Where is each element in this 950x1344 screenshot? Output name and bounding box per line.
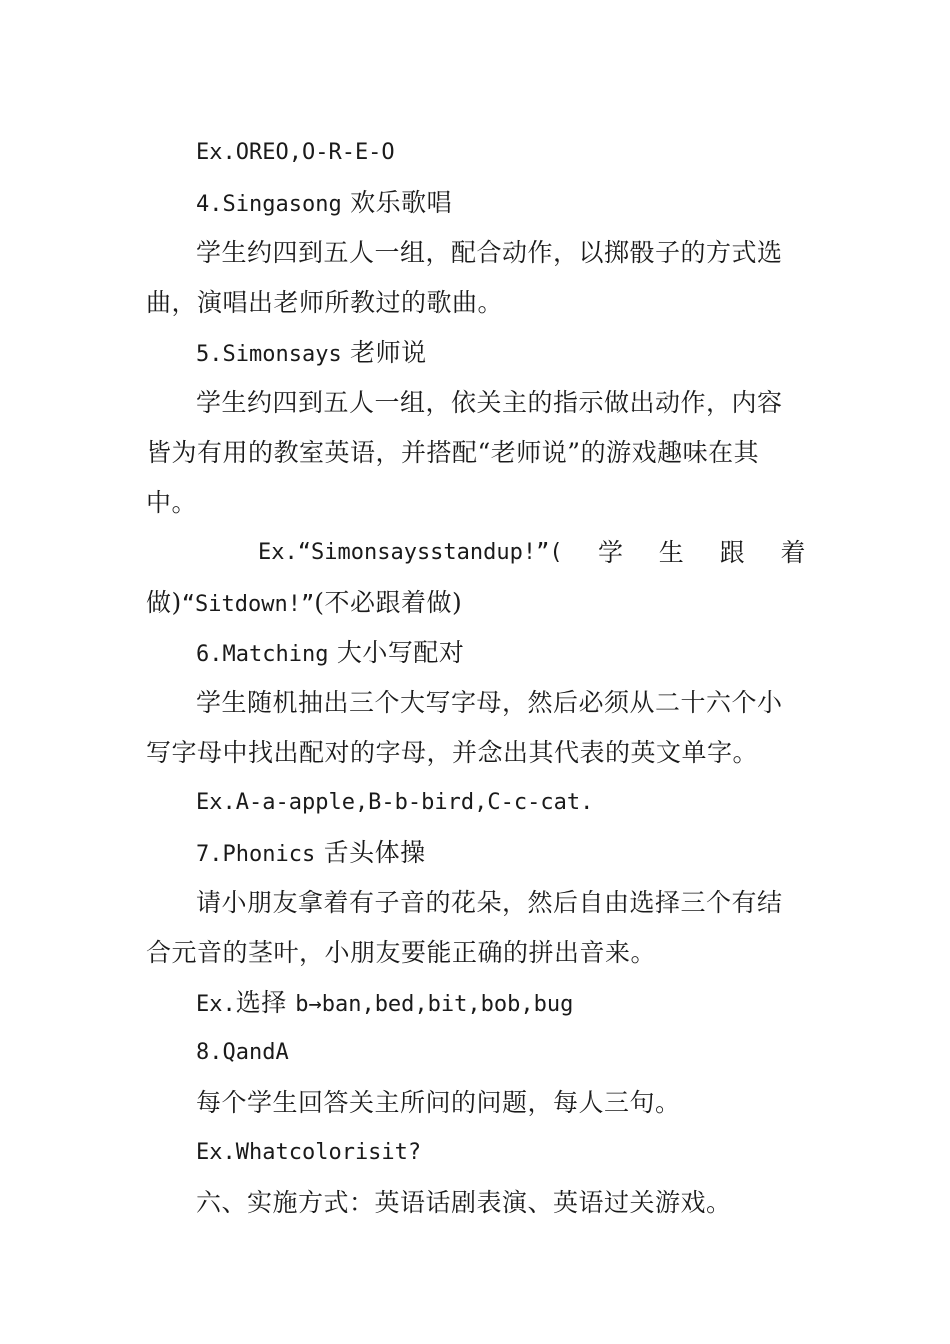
example-char-2: 生 (658, 538, 685, 567)
section-4-text-line-1: 学生约四到五人一组，配合动作，以掷骰子的方式选 (196, 238, 783, 267)
section-8-heading: 8.QandA (196, 1040, 289, 1065)
section-4-title-zh: 欢乐歌唱 (350, 188, 453, 217)
example-char-4: 着 (780, 538, 806, 567)
example-qanda: Ex.Whatcolorisit? (196, 1140, 422, 1165)
example-simon-says-line-1 (146, 528, 806, 578)
section-4-text-line-2: 曲，演唱出老师所教过的歌曲。 (146, 288, 504, 317)
section-6-text-line-2: 写字母中找出配对的字母，并念出其代表的英文单字。 (146, 738, 759, 767)
section-5-text-line-1: 学生约四到五人一组，依关主的指示做出动作，内容 (196, 388, 783, 417)
example-phonics-choose: 选择 (235, 988, 287, 1017)
section-7-title-zh: 舌头体操 (323, 838, 426, 867)
example-phonics-prefix: Ex. (196, 992, 236, 1017)
example-oreo: Ex.OREO,O-R-E-O (196, 140, 395, 165)
example-char-1: 学 (597, 538, 624, 567)
example-sit-down: “Sitdown!” (181, 592, 315, 617)
section-6-title-zh: 大小写配对 (336, 638, 465, 667)
example-phonics (146, 978, 806, 1028)
section-5-text-line-3: 中。 (146, 488, 198, 517)
section-5-title-zh: 老师说 (350, 338, 427, 367)
section-5-text-line-2: 皆为有用的教室英语，并搭配“老师说”的游戏趣味在其 (146, 438, 760, 467)
example-char-3: 跟 (719, 538, 746, 567)
document-page (146, 128, 806, 1228)
section-8-text: 每个学生回答关主所问的问题，每人三句。 (196, 1088, 681, 1117)
section-5-title-en: 5.Simonsays (196, 342, 342, 367)
section-7-title-en: 7.Phonics (196, 842, 316, 867)
example-phonics-words: b→ban,bed,bit,bob,bug (295, 992, 574, 1017)
section-7-text-line-2: 合元音的茎叶，小朋友要能正确的拼出音来。 (146, 938, 657, 967)
example-simon-says-quote: Ex.“Simonsaysstandup!”( (258, 540, 563, 565)
example-do-paren: 做) (146, 588, 182, 617)
section-7-heading (146, 828, 806, 878)
section-7-text-line-1: 请小朋友拿着有子音的花朵，然后自由选择三个有结 (196, 888, 783, 917)
example-no-follow: (不必跟着做) (314, 588, 463, 617)
section-5-heading (146, 328, 806, 378)
section-6-heading (146, 628, 806, 678)
section-6-text-line-1: 学生随机抽出三个大写字母，然后必须从二十六个小 (196, 688, 783, 717)
section-4-title-en: 4.Singasong (196, 192, 342, 217)
section-six-implementation: 六、实施方式：英语话剧表演、英语过关游戏。 (196, 1188, 732, 1217)
example-simon-says-line-2 (146, 578, 806, 628)
section-6-title-en: 6.Matching (196, 642, 329, 667)
section-4-heading (146, 178, 806, 228)
example-matching: Ex.A-a-apple,B-b-bird,C-c-cat. (196, 790, 594, 815)
